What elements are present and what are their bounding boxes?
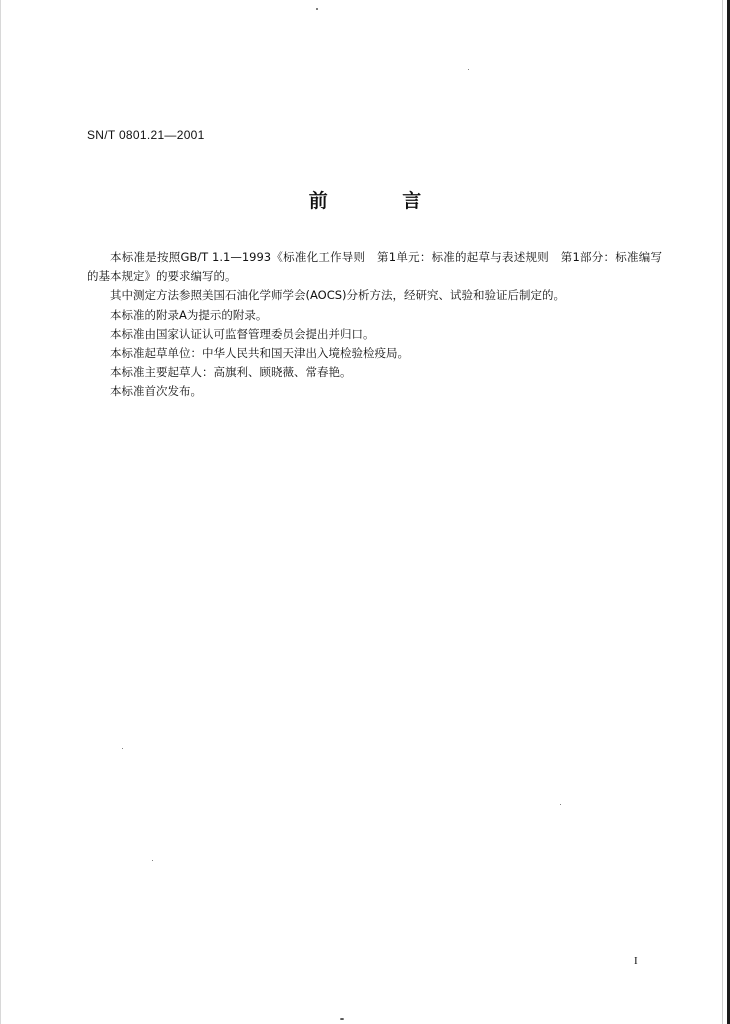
scan-speck [316,8,318,10]
paragraph: 本标准是按照GB/T 1.1—1993《标准化工作导则 第1单元：标准的起草与表述规则 第1部分：标准编写的基本规定》的要求编写的。 [87,250,662,284]
page-title: 前 言 [308,190,456,212]
paragraph: 本标准首次发布。 [110,384,202,399]
paragraph: 本标准由国家认证认可监督管理委员会提出并归口。 [110,326,375,341]
paragraph: 本标准的附录A为提示的附录。 [110,307,268,322]
standard-code: SN/T 0801.21—2001 [87,128,205,142]
foreword-body [87,248,662,402]
scan-edge-left [0,0,1,1024]
scan-speck [340,1018,344,1020]
paragraph: 其中测定方法参照美国石油化学师学会(AOCS)分析方法，经研究、试验和验证后制定的。 [110,288,566,303]
scan-speck [122,748,123,749]
page-number: I [634,955,638,967]
paragraph: 本标准主要起草人：高旗利、顾晓薇、常春艳。 [110,365,352,380]
paragraph: 本标准起草单位：中华人民共和国天津出入境检验检疫局。 [110,346,409,361]
scan-speck [152,860,153,861]
scan-speck [560,804,561,805]
scan-edge-line [722,0,723,1024]
scan-speck [468,69,469,70]
